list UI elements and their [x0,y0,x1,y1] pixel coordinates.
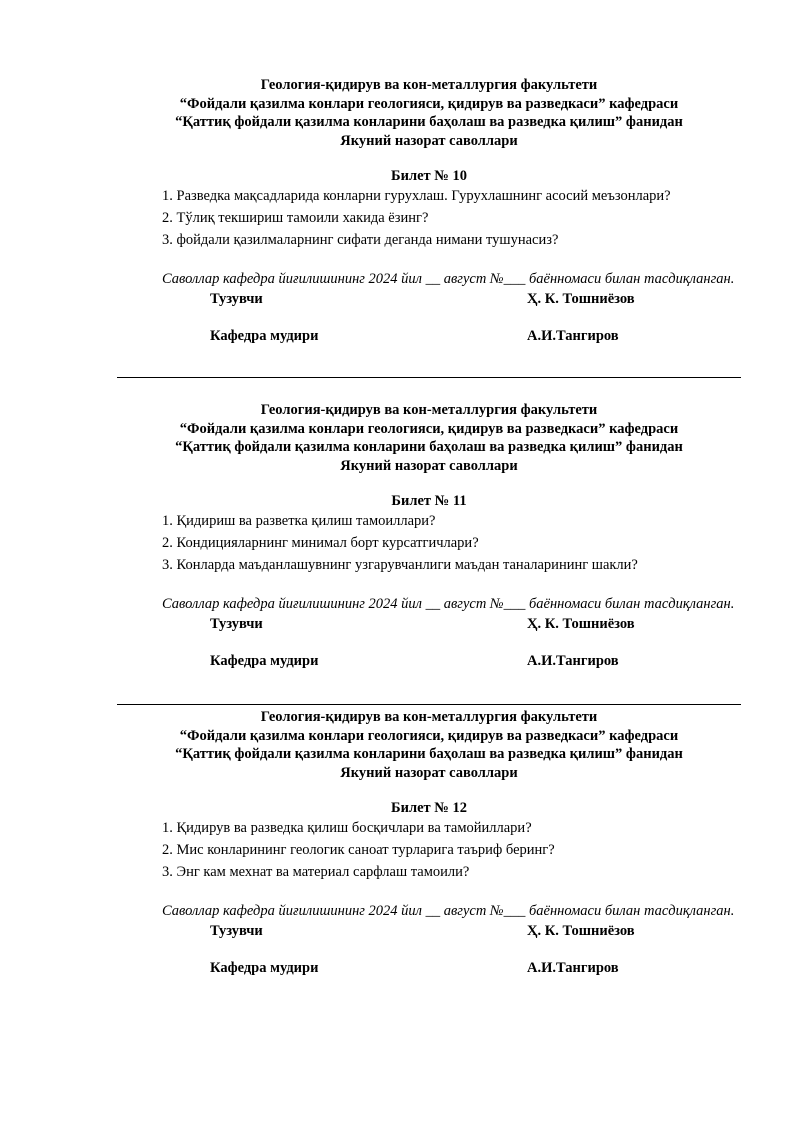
author-signature-row [117,290,741,308]
head-name: А.И.Тангиров [527,328,619,344]
question-item: 3. фойдали қазилмаларнинг сифати деганда нимани тушунасиз? [162,232,559,248]
approval-note: Саволлар кафедра йиғилишининг 2024 йил __ август №___ баённомаси билан тасдиқланган. [162,903,735,919]
question-item: 3. Конларда маъданлашувнинг узгарувчанлиги маъдан таналарининг шакли? [162,557,638,573]
ticket-10 [117,76,741,345]
head-label: Кафедра мудири [210,653,319,669]
question-item: 1. Разведка мақсадларида конларни гурухлаш. Гурухлашнинг асосий меъзонлари? [162,188,671,204]
question-item: 2. Кондицияларнинг минимал борт курсатгичлари? [162,535,479,551]
faculty-title: Геология-қидирув ва кон-металлургия факультети [260,709,598,725]
author-signature-row [117,922,741,940]
question-item: 2. Мис конларининг геологик саноат турларига таъриф беринг? [162,842,555,858]
approval-note: Саволлар кафедра йиғилишининг 2024 йил __ август №___ баённомаси билан тасдиқланган. [162,271,735,287]
faculty-title: Геология-қидирув ва кон-металлургия факультети [260,77,598,93]
question-list [117,819,741,881]
author-name: Ҳ. К. Тошниёзов [527,923,635,939]
head-signature-row [117,327,741,345]
department-title: “Фойдали қазилма конлари геологияси, қидирув ва разведкаси” кафедраси [179,95,679,112]
exam-title: Якуний назорат саволлари [340,132,518,149]
department-title: “Фойдали қазилма конлари геологияси, қидирув ва разведкаси” кафедраси [179,420,679,437]
ticket-number: Билет № 10 [391,168,467,184]
subject-title: “Қаттиқ фойдали қазилма конларини баҳолаш ва разведка қилиш” фанидан [175,114,683,130]
head-signature-row [117,652,741,670]
department-title: “Фойдали қазилма конлари геологияси, қидирув ва разведкаси” кафедраси [179,727,679,744]
ticket-number: Билет № 11 [391,493,467,509]
author-name: Ҳ. К. Тошниёзов [527,616,635,632]
ticket-11 [117,401,741,670]
exam-title: Якуний назорат саволлари [340,764,518,781]
author-label: Тузувчи [210,616,263,632]
ticket-12 [117,708,741,977]
question-item: 2. Тўлиқ текшириш тамоили хакида ёзинг? [162,210,429,226]
head-signature-row [117,959,741,977]
separator-line [117,704,741,705]
subject-title: “Қаттиқ фойдали қазилма конларини баҳолаш ва разведка қилиш” фанидан [175,746,683,762]
head-label: Кафедра мудири [210,328,319,344]
author-name: Ҳ. К. Тошниёзов [527,291,635,307]
approval-note: Саволлар кафедра йиғилишининг 2024 йил __ август №___ баённомаси билан тасдиқланган. [162,596,735,612]
question-list [117,187,741,249]
subject-title: “Қаттиқ фойдали қазилма конларини баҳолаш ва разведка қилиш” фанидан [175,439,683,455]
ticket-number: Билет № 12 [391,800,467,816]
author-label: Тузувчи [210,291,263,307]
head-name: А.И.Тангиров [527,653,619,669]
faculty-title: Геология-қидирув ва кон-металлургия факультети [260,402,598,418]
question-item: 3. Энг кам мехнат ва материал сарфлаш тамоили? [162,864,470,880]
head-name: А.И.Тангиров [527,960,619,976]
question-item: 1. Қидириш ва разветка қилиш тамоиллари? [162,513,436,529]
author-label: Тузувчи [210,923,263,939]
author-signature-row [117,615,741,633]
separator-line [117,377,741,378]
head-label: Кафедра мудири [210,960,319,976]
question-list [117,512,741,574]
question-item: 1. Қидирув ва разведка қилиш босқичлари ва тамойиллари? [162,820,532,836]
exam-title: Якуний назорат саволлари [340,457,518,474]
